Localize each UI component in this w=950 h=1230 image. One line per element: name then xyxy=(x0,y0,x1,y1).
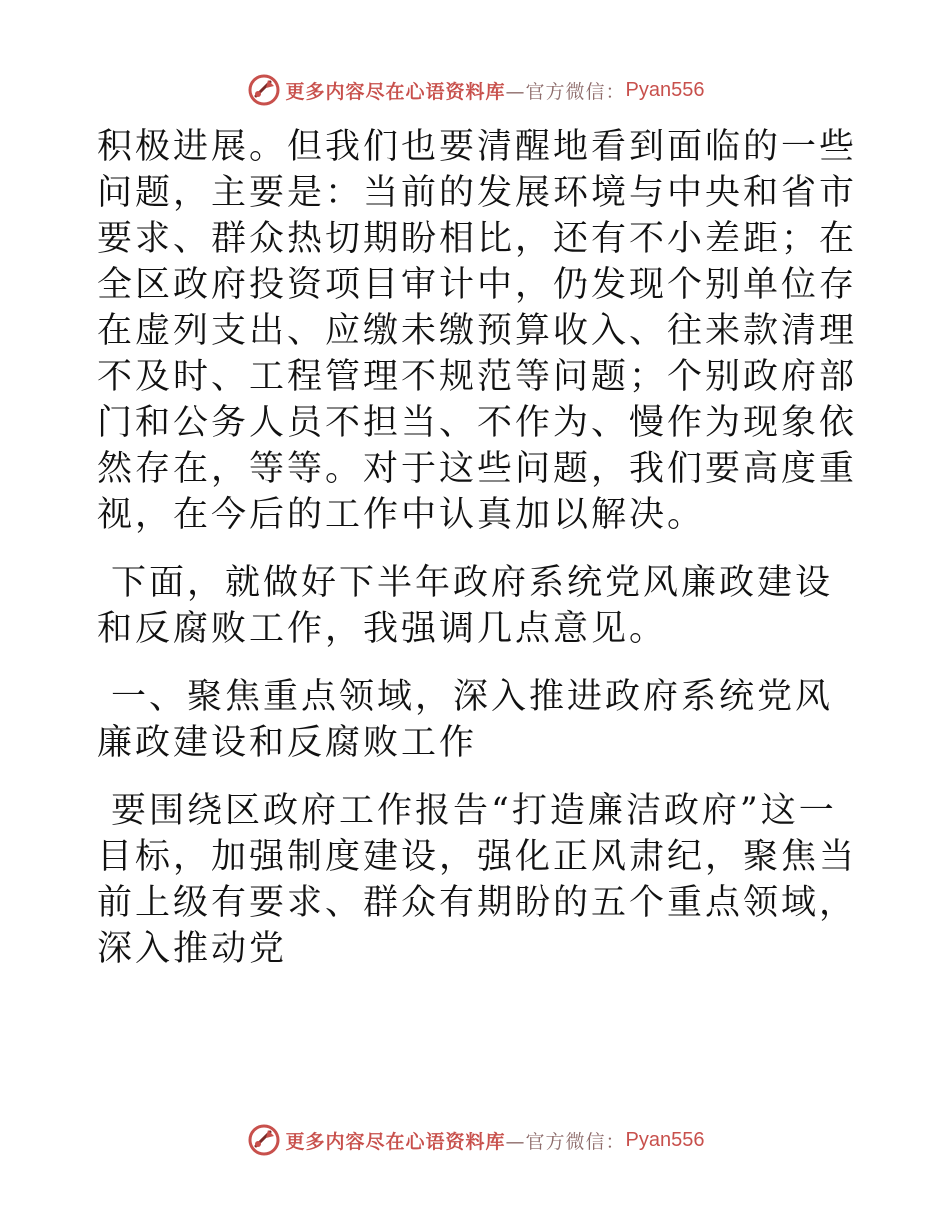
watermark-sub-text: —官方微信： xyxy=(505,1130,626,1153)
watermark-sub-text: —官方微信： xyxy=(505,80,626,103)
watermark-main-text: 更多内容尽在心语资料库 xyxy=(285,80,506,103)
watermark-wechat-id: Pyan556 xyxy=(625,78,705,101)
logo-icon xyxy=(246,72,282,108)
paragraph-goal: 要围绕区政府工作报告“打造廉洁政府”这一目标，加强制度建设，强化正风肃纪，聚焦当前上级有要求、群众有期盼的五个重点领域，深入推动党 xyxy=(97,791,858,969)
section-heading-1: 一、聚焦重点领域，深入推进政府系统党风廉政建设和反腐败工作 xyxy=(97,677,834,763)
watermark-main-text: 更多内容尽在心语资料库 xyxy=(285,1130,506,1153)
header-watermark xyxy=(0,70,950,110)
footer-watermark xyxy=(0,1120,950,1160)
document-body xyxy=(97,124,857,972)
watermark-wechat-id: Pyan556 xyxy=(625,1128,705,1151)
logo-icon xyxy=(246,1122,282,1158)
paragraph-opinions-intro: 下面，就做好下半年政府系统党风廉政建设和反腐败工作，我强调几点意见。 xyxy=(97,563,834,649)
paragraph-problems: 积极进展。但我们也要清醒地看到面临的一些问题，主要是：当前的发展环境与中央和省市要求、群众热切期盼相比，还有不小差距；在全区政府投资项目审计中，仍发现个别单位存在虚列支出、应缴未缴预算收入、往来款清理不及时、工程管理不规范等问题；个别政府部门和公务人员不担当、不作为、慢作为现象依然存在，等等。对于这些问题，我们要高度重视，在今后的工作中认真加以解决。 xyxy=(97,127,858,535)
